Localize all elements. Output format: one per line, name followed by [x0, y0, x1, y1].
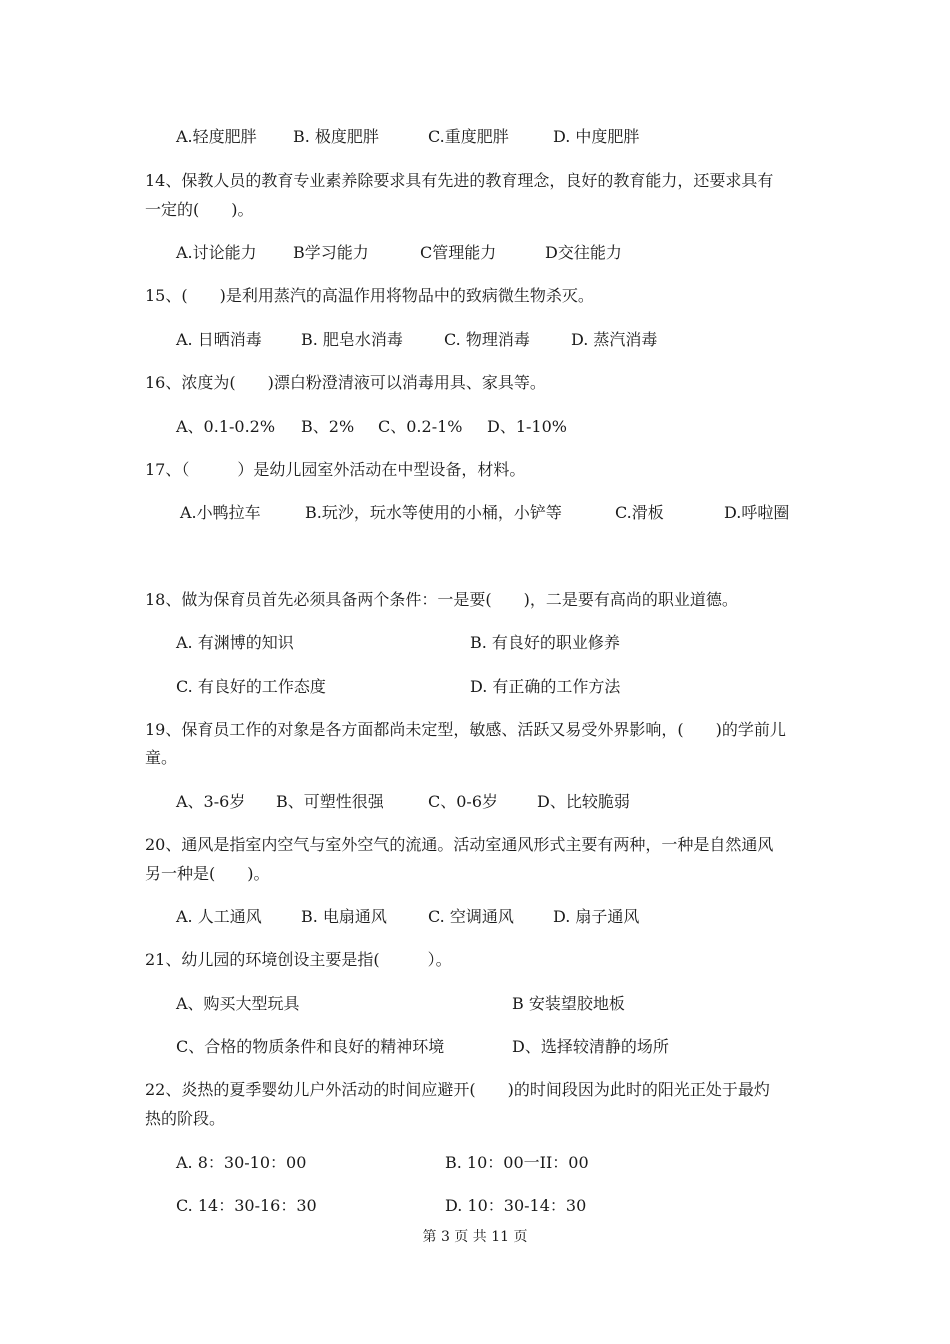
q21-option-b: B 安装望胶地板 [512, 994, 625, 1013]
q19-question-line-1: 19、保育员工作的对象是各方面都尚未定型，敏感、活跃又易受外界影响，( )的学前儿 [145, 720, 786, 739]
q20-option-c: C. 空调通风 [428, 907, 514, 926]
q18-question: 18、做为保育员首先必须具备两个条件：一是要( )，二是要有高尚的职业道德。 [145, 590, 738, 609]
q21-question: 21、幼儿园的环境创设主要是指( ）。 [145, 950, 452, 969]
q14-option-d: D交往能力 [545, 243, 622, 262]
q19-option-b: B、可塑性很强 [276, 792, 384, 811]
q18-option-b: B. 有良好的职业修养 [470, 633, 620, 652]
q14-question-line-2: 一定的( )。 [145, 200, 254, 219]
q18-option-a: A. 有渊博的知识 [176, 633, 294, 652]
q20-question-line-1: 20、通风是指室内空气与室外空气的流通。活动室通风形式主要有两种，一种是自然通风 [145, 835, 774, 854]
q17-option-b: B.玩沙，玩水等使用的小桶，小铲等 [305, 503, 562, 522]
q13-option-c: C.重度肥胖 [428, 127, 509, 146]
q21-option-a: A、购买大型玩具 [176, 994, 300, 1013]
q14-option-c: C管理能力 [420, 243, 497, 262]
q17-option-c: C.滑板 [615, 503, 664, 522]
q13-option-d: D. 中度肥胖 [553, 127, 640, 146]
q15-option-b: B. 肥皂水消毒 [301, 330, 403, 349]
q19-option-c: C、0-6岁 [428, 792, 499, 811]
q13-option-b: B. 极度肥胖 [293, 127, 379, 146]
q22-option-d: D. 10：30-14：30 [445, 1196, 587, 1215]
q20-option-a: A. 人工通风 [176, 907, 262, 926]
q19-question-line-2: 童。 [145, 748, 178, 767]
q18-option-c: C. 有良好的工作态度 [176, 677, 326, 696]
q21-option-c: C、合格的物质条件和良好的精神环境 [176, 1037, 445, 1056]
q21-option-d: D、选择较清静的场所 [512, 1037, 669, 1056]
q14-question-line-1: 14、保教人员的教育专业素养除要求具有先进的教育理念，良好的教育能力，还要求具有 [145, 171, 774, 190]
q22-question-line-1: 22、炎热的夏季婴幼儿户外活动的时间应避开( )的时间段因为此时的阳光正处于最灼 [145, 1080, 770, 1099]
q20-question-line-2: 另一种是( )。 [145, 864, 270, 883]
q15-option-d: D. 蒸汽消毒 [571, 330, 658, 349]
q17-option-a: A.小鸭拉车 [180, 503, 261, 522]
q20-option-b: B. 电扇通风 [301, 907, 387, 926]
q20-option-d: D. 扇子通风 [553, 907, 640, 926]
q19-option-a: A、3-6岁 [176, 792, 246, 811]
q14-option-a: A.讨论能力 [176, 243, 257, 262]
q19-option-d: D、比较脆弱 [537, 792, 630, 811]
q15-question: 15、( )是利用蒸汽的高温作用将物品中的致病微生物杀灭。 [145, 286, 594, 305]
q22-question-line-2: 热的阶段。 [145, 1109, 226, 1128]
q22-option-b: B. 10：00一II：00 [445, 1153, 589, 1172]
q16-option-b: B、2% [301, 417, 355, 436]
q15-option-a: A. 日晒消毒 [176, 330, 262, 349]
q13-option-a: A.轻度肥胖 [176, 127, 257, 146]
q17-question: 17、（ ）是幼儿园室外活动在中型设备，材料。 [145, 460, 526, 479]
q22-option-a: A. 8：30-10：00 [176, 1153, 307, 1172]
q15-option-c: C. 物理消毒 [444, 330, 530, 349]
q16-question: 16、浓度为( )漂白粉澄清液可以消毒用具、家具等。 [145, 373, 546, 392]
q16-option-c: C、0.2-1% [378, 417, 463, 436]
q17-option-d: D.呼啦圈 [724, 503, 790, 522]
q22-option-c: C. 14：30-16：30 [176, 1196, 317, 1215]
q16-option-d: D、1-10% [487, 417, 567, 436]
q18-option-d: D. 有正确的工作方法 [470, 677, 621, 696]
q14-option-b: B学习能力 [293, 243, 369, 262]
q16-option-a: A、0.1-0.2% [176, 417, 276, 436]
page-number-footer: 第 3 页 共 11 页 [422, 1229, 528, 1245]
